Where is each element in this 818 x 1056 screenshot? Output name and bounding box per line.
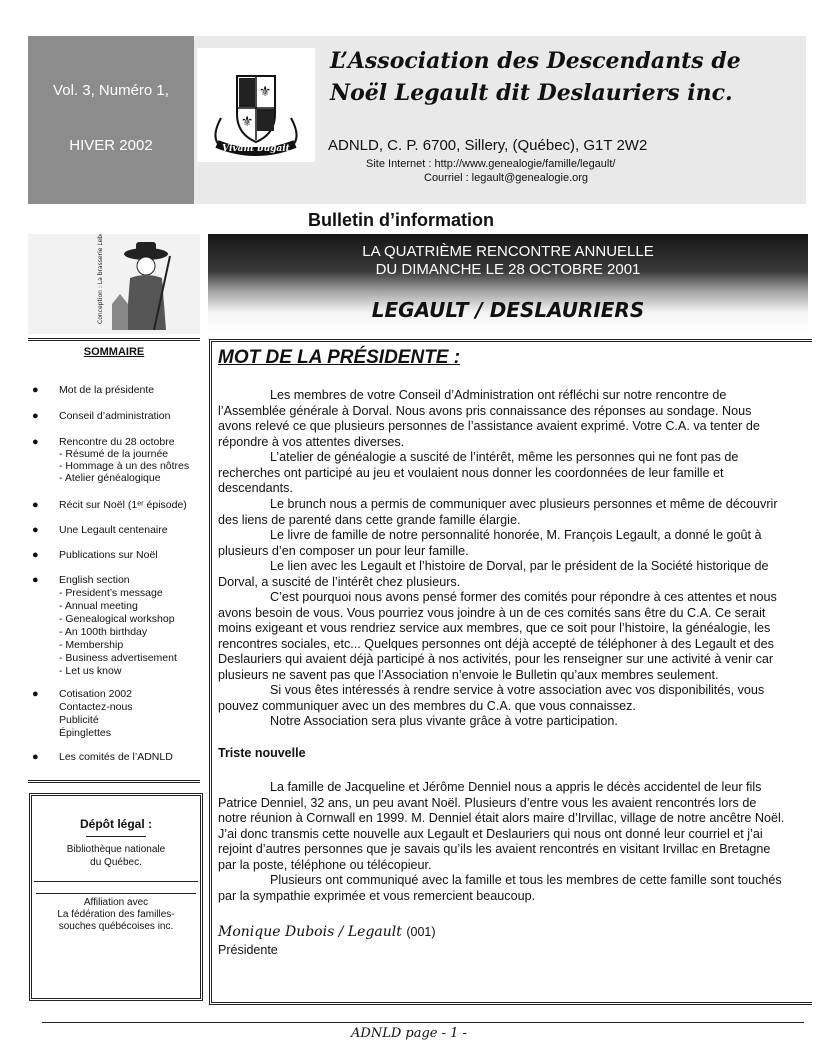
email[interactable]: Courriel : legault@genealogie.org xyxy=(424,172,589,184)
bullet-icon: ● xyxy=(32,436,39,448)
depot-library: Bibliothèque nationale xyxy=(66,844,166,855)
section-heading: Triste nouvelle xyxy=(218,746,306,760)
svg-text:⚜: ⚜ xyxy=(240,114,254,130)
divider xyxy=(28,338,200,341)
paragraph: Le lien avec les Legault et l’histoire de Dorval, par le président de la Société historique de Dorval, a suscité de l’intérêt chez plusieurs. xyxy=(218,559,769,589)
paragraph: La famille de Jacqueline et Jérôme Denniel nous a appris le décès accidentel de leur fils Patrice Denniel, 32 ans, un peu avant Noël. Plusieurs d’entre vous les avaient rencontrés lors de notre réunion à Cornwall en 1999. M. Denniel était alors maire d’Irvillac, village de notre ancêtre Noël. J’ai donc transmis cette nouvelle aux Legault et Deslauriers qui nous ont donné leur courriel et j’ai rejoint d’autres personnes que je savais qu’ils les avaient rencontrés en visitant Irvillac en Bretagne par la poste, téléphone ou télécopieur. xyxy=(218,780,785,872)
signature: Monique Dubois / Legault (001) xyxy=(218,924,436,940)
paragraph: L’atelier de généalogie a suscité de l’intérêt, même les personnes qui ne font pas de recherches ont participé au jeu et voulaient nous donner les coordonnées de leur famille et descendants. xyxy=(218,450,739,496)
issue-season: HIVER 2002 xyxy=(69,137,153,154)
bullet-icon: ● xyxy=(32,384,39,396)
sommaire-title: SOMMAIRE xyxy=(83,346,145,358)
mascot-illustration xyxy=(28,234,200,334)
paragraph: Plusieurs ont communiqué avec la famille et tous les membres de cette famille sont touchés par la sympathie exprimée et vous remercient beaucoup. xyxy=(218,873,782,903)
divider xyxy=(28,780,200,783)
paragraph: Le brunch nous a permis de communiquer avec plusieurs personnes et même de découvrir des liens de parenté dans cette grande famille élargie. xyxy=(218,497,778,527)
event-banner xyxy=(208,234,808,332)
bulletin-label: Bulletin d’information xyxy=(308,210,494,230)
postal-address: ADNLD, C. P. 6700, Sillery, (Québec), G1T 2W2 xyxy=(328,137,648,154)
svg-text:Vivant bugait: Vivant bugait xyxy=(222,144,290,154)
issue-info-panel xyxy=(28,36,194,204)
affiliation-name: La fédération des familles- xyxy=(57,909,175,920)
bullet-icon: ● xyxy=(32,574,39,586)
paragraph: Le livre de famille de notre personnalité honorée, M. François Legault, a donné le goût à plusieurs d’en composer un pour leur famille. xyxy=(218,528,762,558)
volume-number: Vol. 3, Numéro 1, xyxy=(53,82,169,99)
bullet-icon: ● xyxy=(32,751,39,763)
footer-divider xyxy=(42,1022,804,1023)
page-footer: ADNLD page - 1 - xyxy=(351,1026,467,1041)
svg-text:Conception : La brasserie Lebe: Conception : La brasserie Lebel ltée xyxy=(97,234,104,324)
article-title: MOT DE LA PRÉSIDENTE : xyxy=(218,347,461,368)
banner-line1: LA QUATRIÈME RENCONTRE ANNUELLE xyxy=(362,243,654,260)
legal-deposit-box xyxy=(29,793,203,1001)
affiliation-label: Affiliation avec xyxy=(83,897,149,908)
bullet-icon: ● xyxy=(32,549,39,561)
depot-title: Dépôt légal : xyxy=(79,817,152,831)
website[interactable]: Site Internet : http://www.genealogie/famille/legault/ xyxy=(366,158,616,170)
paragraph: Si vous êtes intéressés à rendre service à votre association avec vos disponibilités, vous pouvez communiquer avec un des membres du C.A. que vous connaissez. xyxy=(218,683,765,713)
affiliation-name-2: souches québécoises inc. xyxy=(58,921,174,932)
association-name-line2: Noël Legault dit Deslauriers inc. xyxy=(330,80,733,106)
paragraph: Notre Association sera plus vivante grâce à votre participation. xyxy=(270,714,618,728)
bullet-icon: ● xyxy=(32,410,39,422)
banner-line3: LEGAULT / DESLAURIERS xyxy=(371,298,645,322)
association-name-line1: L’Association des Descendants de xyxy=(330,48,741,74)
paragraph: Les membres de votre Conseil d’Administration ont réfléchi sur notre rencontre de l’Assemblée générale à Dorval. Nous avons pris connaissance des réponses au sondage. Nous avons relevé ce que plusieurs personnes de l’assistance avaient exprimé. Votre C.A. va tenter de répondre à vos attentes diverses. xyxy=(218,388,760,449)
bullet-icon: ● xyxy=(32,688,39,700)
bullet-icon: ● xyxy=(32,524,39,536)
signature-role: Présidente xyxy=(218,943,278,957)
paragraph: C’est pourquoi nous avons pensé former des comités pour répondre à ces attentes et nous avons besoin de vous. Vous pourriez vous joindre à un de ces comités sans être du C.A. Ce serait moins exigeant et vous rendriez service aux membres, que ce soit pour l’histoire, la généalogie, les rencontres sociales, etc... Quelques personnes ont déjà accepté de téléphoner à des Legault et des Deslauriers qui avaient déjà participé à nos activités, pour les renseigner sur une activité à venir car plusieurs ne savent pas que l’Association n’envoie le Bulletin qu’aux membres seulement. xyxy=(218,590,777,682)
association-logo xyxy=(197,48,315,162)
bullet-icon: ● xyxy=(32,499,39,511)
depot-library-2: du Québec. xyxy=(90,857,142,868)
svg-text:⚜: ⚜ xyxy=(258,84,272,100)
banner-line2: DU DIMANCHE LE 28 OCTOBRE 2001 xyxy=(375,261,641,278)
